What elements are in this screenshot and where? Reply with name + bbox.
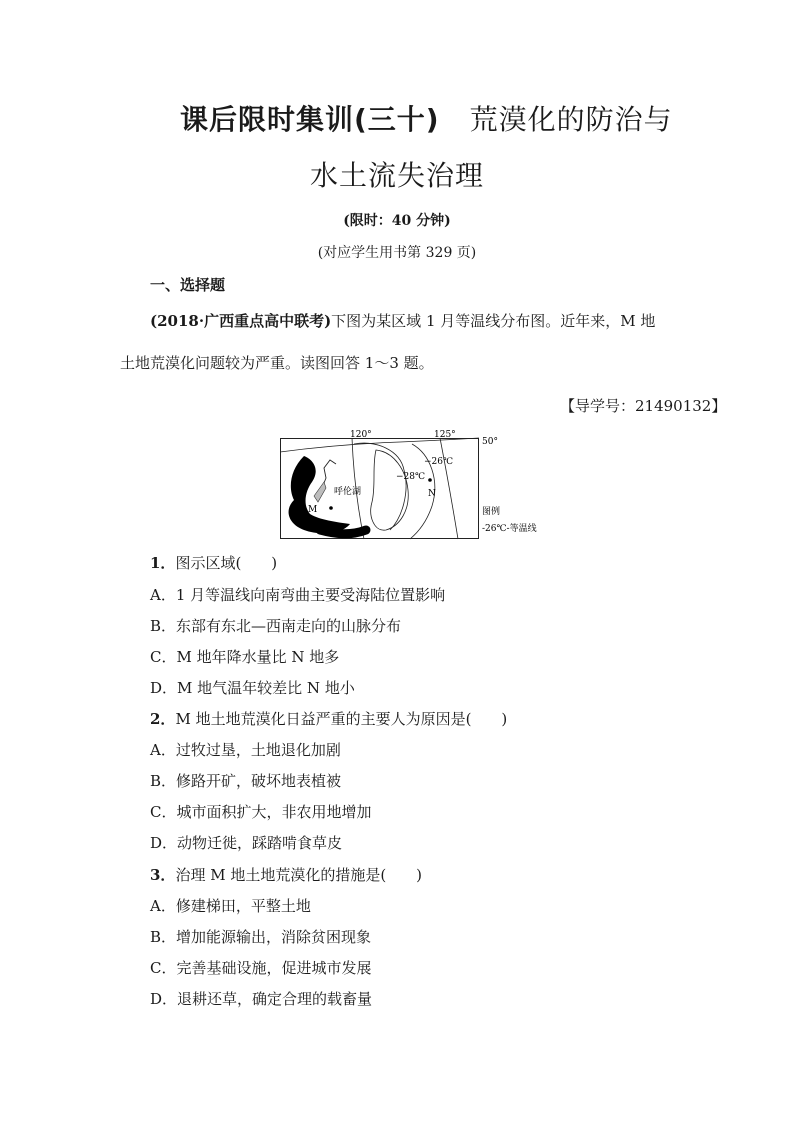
intro-line-2: 土地荒漠化问题较为严重。读图回答 1～3 题。 xyxy=(120,354,434,372)
question-3-option-d: D．退耕还草，确定合理的载畜量 xyxy=(150,990,373,1008)
label-lon-125: 125° xyxy=(434,430,456,440)
isotherm-26-curve xyxy=(354,443,406,530)
isotherm-map-graphic xyxy=(280,430,556,540)
question-1-option-c: C．M 地年降水量比 N 地多 xyxy=(150,648,340,666)
label-lon-120: 120° xyxy=(350,430,372,440)
label-point-n: N xyxy=(428,489,436,499)
isotherm-map xyxy=(280,430,556,540)
question-2-stem: 2．M 地土地荒漠化日益严重的主要人为原因是( ) xyxy=(150,710,508,728)
question-3-option-b: B．增加能源输出，消除贫困现象 xyxy=(150,928,372,946)
isotherm-28-curve xyxy=(371,450,408,530)
page-title xyxy=(180,98,673,138)
label-point-m: M xyxy=(308,505,318,515)
book-reference: (对应学生用书第 329 页) xyxy=(317,245,477,261)
label-hulun-lake: 呼伦湖 xyxy=(334,487,362,497)
question-3-option-c: C．完善基础设施，促进城市发展 xyxy=(150,959,372,977)
section-heading: 一、选择题 xyxy=(150,276,226,294)
title-topic-line2: 水土流失治理 xyxy=(310,159,485,192)
time-limit: (限时：40 分钟) xyxy=(343,213,451,229)
intro-line1-text: 下图为某区域 1 月等温线分布图。近年来，M 地 xyxy=(331,312,656,330)
intro-source: (2018·广西重点高中联考) xyxy=(150,312,332,330)
question-3-option-a: A．修建梯田，平整土地 xyxy=(150,897,311,915)
longitude-line-125 xyxy=(440,438,458,539)
legend-isotherm: -26℃-等温线 xyxy=(482,524,537,534)
question-2-option-b: B．修路开矿，破坏地表植被 xyxy=(150,772,342,790)
title-topic-line1: 荒漠化的防治与 xyxy=(469,103,673,136)
label-isotherm-28: −28℃ xyxy=(396,472,426,482)
latitude-line-50 xyxy=(280,438,479,452)
mountain-range-shading-south xyxy=(320,530,366,534)
point-n-dot xyxy=(428,478,432,482)
hulun-lake-shape xyxy=(314,482,326,502)
intro-line-1 xyxy=(150,310,655,331)
title-main: 课后限时集训(三十) xyxy=(180,103,440,136)
guide-number: 【导学号：21490132】 xyxy=(560,397,727,415)
legend-title: 图例 xyxy=(482,507,501,517)
point-m-dot xyxy=(329,506,333,510)
label-isotherm-26: −26℃ xyxy=(424,457,454,467)
question-1-option-b: B．东部有东北—西南走向的山脉分布 xyxy=(150,617,402,635)
question-1-stem: 1．图示区域( ) xyxy=(150,554,278,572)
question-1-option-d: D．M 地气温年较差比 N 地小 xyxy=(150,679,355,697)
question-3-stem: 3．治理 M 地土地荒漠化的措施是( ) xyxy=(150,866,423,884)
question-2-option-c: C．城市面积扩大，非农用地增加 xyxy=(150,803,372,821)
question-2-option-a: A．过牧过垦，土地退化加剧 xyxy=(150,741,341,759)
label-lat-50: 50° xyxy=(482,437,498,447)
question-1-option-a: A．1 月等温线向南弯曲主要受海陆位置影响 xyxy=(150,586,446,604)
question-2-option-d: D．动物迁徙，踩踏啃食草皮 xyxy=(150,834,343,852)
